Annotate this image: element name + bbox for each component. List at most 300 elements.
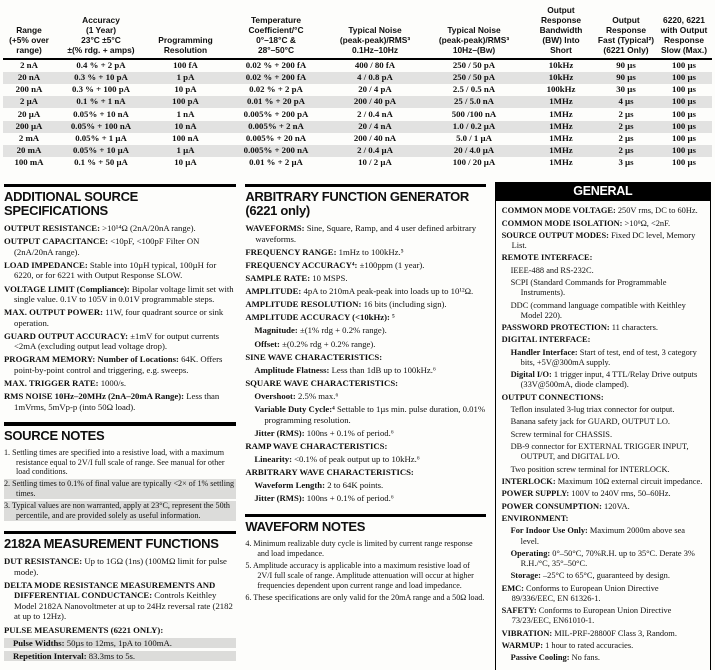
spec-label: EMC: xyxy=(501,583,524,593)
table-cell: 0.1 % + 50 µA xyxy=(74,157,128,168)
spec-item xyxy=(245,325,485,336)
column-header-line: 23°C ±5°C xyxy=(81,34,121,45)
column-header-line: Coefficient/°C xyxy=(248,24,304,35)
column-header-line: Bandwidth xyxy=(539,24,583,35)
spec-item xyxy=(245,273,485,284)
column-header-line: Typical Noise xyxy=(348,24,402,35)
spec-text: Stable into 10µH typical, 100µH for 6220, or for 6221 with Output Response SLOW. xyxy=(14,259,217,281)
column-header-line: Temperature xyxy=(250,14,302,25)
spec-item xyxy=(245,593,485,603)
spec-label: WAVEFORMS: xyxy=(245,223,305,234)
spec-item xyxy=(502,549,704,569)
spec-label: OUTPUT RESISTANCE: xyxy=(4,223,100,234)
column-header-line: 0°–18°C & xyxy=(256,34,296,45)
table-cell: 1 pA xyxy=(176,71,195,82)
table-cell: 0.005% + 20 nA xyxy=(245,133,307,144)
spec-text: Conforms to European Union Directive 73/23/EEC, EN61010-1. xyxy=(511,606,672,626)
table-cell: 2 µs xyxy=(618,108,634,119)
table-cell: 1MHz xyxy=(549,108,573,119)
spec-item xyxy=(502,629,704,639)
table-cell: 250 / 50 pA xyxy=(452,71,496,82)
column-additional-source xyxy=(4,182,236,664)
spec-item xyxy=(4,651,236,662)
table-cell: 100 mA xyxy=(14,157,44,168)
table-cell: 90 µs xyxy=(616,59,636,70)
column-header xyxy=(422,6,526,59)
spec-item xyxy=(502,584,704,604)
table-cell: 20 µA xyxy=(17,108,41,119)
spec-label: VIBRATION: xyxy=(501,628,553,638)
table-cell: 10 µA xyxy=(174,157,197,168)
spec-item xyxy=(502,393,704,403)
column-header xyxy=(328,6,422,59)
table-cell: 100 µs xyxy=(672,96,696,107)
spec-text: 4pA to 210mA peak-peak into loads up to 10¹²Ω. xyxy=(303,286,474,297)
spec-item xyxy=(502,206,704,216)
table-cell: 20 / 4 nA xyxy=(358,120,392,131)
spec-label: Waveform Length: xyxy=(254,480,326,491)
spec-text: DB-9 connector for EXTERNAL TRIGGER INPUT, OUTPUT, and DIGITAL I/O. xyxy=(510,442,689,462)
table-cell: 0.01 % + 2 µA xyxy=(249,157,303,168)
spec-item xyxy=(245,391,485,402)
column-header xyxy=(55,6,147,59)
spec-table-head-row xyxy=(3,6,712,59)
spec-label: Passive Cooling: xyxy=(510,653,570,663)
spec-label: MAX. OUTPUT POWER: xyxy=(4,307,104,318)
spec-text: ±(0.2% rdg + 0.2% range). xyxy=(282,338,376,349)
spec-label: SAMPLE RATE: xyxy=(245,273,311,283)
spec-label: SINE WAVE CHARACTERISTICS: xyxy=(245,351,383,362)
spec-item xyxy=(502,502,704,512)
spec-label: Storage: xyxy=(510,571,541,581)
spec-item xyxy=(4,260,236,281)
table-cell: 0.02 % + 2 pA xyxy=(249,84,303,95)
spec-text: 0°–50°C, 70%R.H. up to 35°C. Derate 3% R.H./°C, 35°–50°C. xyxy=(520,548,695,568)
column-general xyxy=(495,182,711,670)
spec-text: ±1mV for output currents <2mA (excluding output lead voltage drop). xyxy=(14,330,220,352)
column-header-line: Programming xyxy=(158,34,213,45)
spec-section xyxy=(4,184,236,413)
table-cell: 10 nA xyxy=(174,120,197,131)
spec-text: 2. Settling times to 0.1% of final value are typically <2× of 1% settling times. xyxy=(4,479,235,499)
spec-text: Less than 1mVrms, 5mVp-p (into 50Ω load). xyxy=(14,391,220,412)
spec-item xyxy=(502,641,704,651)
spec-label: DIGITAL INTERFACE: xyxy=(501,335,591,345)
table-cell: 1MHz xyxy=(549,157,573,168)
spec-item xyxy=(4,236,236,257)
section-title: 2182A MEASUREMENT FUNCTIONS xyxy=(4,536,219,552)
table-cell: 2.5 / 0.5 nA xyxy=(452,84,496,95)
spec-item xyxy=(245,480,485,491)
spec-text: Fixed DC level, Memory List. xyxy=(511,230,696,251)
spec-label: VOLTAGE LIMIT (Compliance): xyxy=(4,283,130,294)
table-cell: 0.005% + 200 nA xyxy=(243,145,309,156)
table-cell: 10kHz xyxy=(548,59,574,70)
column-header-line: Response xyxy=(605,24,647,35)
spec-label: POWER SUPPLY: xyxy=(501,489,570,499)
column-header xyxy=(656,6,712,59)
spec-item xyxy=(4,580,236,622)
spec-text: 1000/s. xyxy=(100,378,127,389)
table-cell: 2 / 0.4 µA xyxy=(357,145,393,156)
column-header-line: ±(% rdg. + amps) xyxy=(67,44,135,55)
spec-text: ±100ppm (1 year). xyxy=(359,259,425,270)
spec-text: 2 to 64K points. xyxy=(327,480,384,491)
spec-label: COMMON MODE ISOLATION: xyxy=(501,218,623,228)
spec-label: PASSWORD PROTECTION: xyxy=(501,323,610,333)
table-cell: 100 µs xyxy=(672,71,696,82)
table-cell: 25 / 5.0 nA xyxy=(453,96,495,107)
column-header-line: (+5% over xyxy=(9,34,49,45)
spec-label: ARBITRARY WAVE CHARACTERISTICS: xyxy=(245,467,414,478)
spec-text: 100ns + 0.1% of period.⁶ xyxy=(306,427,394,438)
spec-label: OUTPUT CAPACITANCE: xyxy=(4,236,109,247)
table-cell: 0.005% + 200 pA xyxy=(243,108,309,119)
table-cell: 100 µs xyxy=(672,108,696,119)
spec-item xyxy=(502,653,704,663)
table-cell: 0.05% + 100 nA xyxy=(70,120,132,131)
spec-item xyxy=(245,260,485,271)
spec-item xyxy=(4,354,236,375)
spec-text: 50µs to 12ms, 1pA to 100mA. xyxy=(66,637,172,648)
spec-text: IEEE-488 and RS-232C. xyxy=(510,265,594,275)
spec-text: 100V to 240V rms, 50–60Hz. xyxy=(571,489,671,499)
spec-label: AMPLITUDE ACCURACY (<10kHz): ⁵ xyxy=(245,312,395,323)
spec-text: 250V rms, DC to 60Hz. xyxy=(617,206,698,216)
table-row xyxy=(3,96,712,108)
column-header-line: (BW) Into xyxy=(542,34,580,45)
spec-label: Variable Duty Cycle:⁴ xyxy=(254,404,335,415)
spec-item xyxy=(4,307,236,328)
spec-item xyxy=(245,441,485,452)
spec-item xyxy=(245,286,485,297)
spec-text: 64K. Offers point-by-point control and triggering, e.g. sweeps. xyxy=(14,354,223,375)
table-cell: 0.01 % + 20 pA xyxy=(246,96,306,107)
spec-item xyxy=(4,479,236,499)
spec-label: AMPLITUDE: xyxy=(245,286,302,297)
spec-section xyxy=(4,422,236,520)
table-cell: 90 µs xyxy=(616,71,636,82)
table-cell: 200 nA xyxy=(15,84,43,95)
table-cell: 20 / 4 pA xyxy=(358,84,392,95)
spec-text: Start of test, end of test, 3 category bits, +5V@300mA supply. xyxy=(520,347,697,367)
spec-label: SAFETY: xyxy=(501,606,537,616)
column-header-line: Resolution xyxy=(163,44,208,55)
spec-label: Handler Interface: xyxy=(510,347,578,357)
spec-text: 100ns + 0.1% of period.⁶ xyxy=(306,493,394,504)
spec-item xyxy=(502,278,704,298)
spec-label: RMS NOISE 10Hz–20MHz (2nA–20mA Range): xyxy=(4,391,185,402)
spec-item xyxy=(4,378,236,389)
column-header-line: 28°–50°C xyxy=(257,44,295,55)
table-cell: 0.005% + 2 nA xyxy=(248,120,304,131)
spec-label: FREQUENCY RANGE: xyxy=(245,246,337,257)
table-cell: 2 µs xyxy=(618,133,634,144)
table-cell: 1.0 / 0.2 µA xyxy=(452,120,496,131)
table-cell: 30 µs xyxy=(616,84,636,95)
spec-text: <10pF, <100pF Filter ON (2nA/20nA range). xyxy=(14,236,200,257)
spec-section xyxy=(4,531,236,662)
table-row xyxy=(3,121,712,133)
spec-item xyxy=(4,331,236,352)
spec-label: ENVIRONMENT: xyxy=(501,514,569,523)
spec-item xyxy=(245,454,485,465)
spec-text: Maximum 2000m above sea level. xyxy=(520,526,686,546)
spec-item xyxy=(502,430,704,440)
table-cell: 0.05% + 10 µA xyxy=(72,145,130,156)
spec-label: DELTA MODE RESISTANCE MEASUREMENTS AND DIFFERENTIAL CONDUCTANCE: xyxy=(4,579,216,601)
spec-text: 1 hour to rated accuracies. xyxy=(545,641,634,651)
spec-item xyxy=(245,561,485,590)
spec-item xyxy=(502,348,704,368)
table-cell: 0.1 % + 1 nA xyxy=(76,96,126,107)
spec-table-body xyxy=(3,59,712,170)
spec-text: DDC (command language compatible with Keithley Model 220). xyxy=(510,300,686,320)
spec-label: OUTPUT CONNECTIONS: xyxy=(501,392,604,402)
table-cell: 3 µs xyxy=(618,157,634,168)
section-rule xyxy=(4,422,236,426)
table-cell: 0.05% + 10 nA xyxy=(73,108,129,119)
spec-columns xyxy=(3,182,712,670)
spec-text: SCPI (Standard Commands for Programmable Instruments). xyxy=(510,278,667,298)
column-header-line: Slow (Max.) xyxy=(660,44,708,55)
spec-section xyxy=(245,514,485,603)
column-header-line: Response xyxy=(663,34,705,45)
spec-table-head xyxy=(3,6,712,59)
table-cell: 4 / 0.8 pA xyxy=(357,71,393,82)
column-header-line: 10Hz–(Bw) xyxy=(452,44,496,55)
spec-text: 1. Settling times are specified into a resistive load, with a maximum resistance equal to 2V/I full scale of range. See manual for other load conditions. xyxy=(4,447,225,477)
table-row xyxy=(3,72,712,84)
spec-label: Repetition Interval: xyxy=(13,650,87,661)
table-row xyxy=(3,108,712,120)
column-header-line: (peak-peak)/RMS³ xyxy=(339,34,411,45)
spec-text: MIL-PRF-28800F Class 3, Random. xyxy=(554,628,677,638)
spec-item xyxy=(502,526,704,546)
spec-label: INTERLOCK: xyxy=(501,476,556,486)
spec-text: 2.5% max.⁶ xyxy=(298,390,339,401)
column-header-line: Range xyxy=(16,24,42,35)
spec-text: No fans. xyxy=(571,653,600,663)
spec-item xyxy=(502,477,704,487)
spec-label: COMMON MODE VOLTAGE: xyxy=(501,206,616,216)
spec-text: >10⁹Ω, <2nF. xyxy=(624,218,671,228)
spec-item xyxy=(245,352,485,363)
spec-text: Teflon insulated 3-lug triax connector for output. xyxy=(510,405,675,415)
section-title: WAVEFORM NOTES xyxy=(245,519,366,535)
spec-item xyxy=(245,247,485,258)
spec-item xyxy=(245,312,485,323)
spec-section xyxy=(496,183,710,670)
spec-label: Offset: xyxy=(254,338,280,349)
spec-item xyxy=(502,323,704,333)
spec-label: Operating: xyxy=(510,548,551,558)
spec-item xyxy=(245,223,485,244)
table-cell: 100 pA xyxy=(172,96,199,107)
spec-label: AMPLITUDE RESOLUTION: xyxy=(245,299,362,310)
table-cell: 0.3 % + 100 pA xyxy=(71,84,131,95)
table-row xyxy=(3,145,712,157)
table-cell: 1MHz xyxy=(549,96,573,107)
spec-label: RAMP WAVE CHARACTERISTICS: xyxy=(245,440,388,451)
spec-text: 4. Minimum realizable duty cycle is limited by current range response and load impedance. xyxy=(245,539,473,559)
table-cell: 2 µA xyxy=(19,96,39,107)
spec-item xyxy=(502,231,704,251)
column-header-line: Accuracy xyxy=(82,14,120,25)
spec-item xyxy=(245,539,485,559)
table-cell: 200 / 40 pA xyxy=(353,96,397,107)
spec-item xyxy=(502,301,704,321)
spec-section xyxy=(245,184,485,504)
table-cell: 2 nA xyxy=(20,59,38,70)
table-cell: 100 nA xyxy=(172,133,199,144)
spec-text: Maximum 10Ω external circuit impedance. xyxy=(557,476,703,486)
table-cell: 100 µs xyxy=(672,120,696,131)
spec-item xyxy=(4,625,236,636)
spec-item xyxy=(502,253,704,263)
table-cell: 100kHz xyxy=(546,84,576,95)
spec-item xyxy=(502,405,704,415)
table-cell: 100 µs xyxy=(672,145,696,156)
spec-item xyxy=(502,442,704,462)
spec-text: Banana safety jack for GUARD, OUTPUT LO. xyxy=(510,417,671,427)
section-rule xyxy=(4,184,236,188)
spec-text: Settable to 1µs min. pulse duration, 0.01% programming resolution. xyxy=(264,404,486,425)
column-header-line: (1 Year) xyxy=(85,24,117,35)
column-header-line: Output xyxy=(612,14,640,25)
column-header-line: Fast (Typical²) xyxy=(597,34,655,45)
column-header xyxy=(526,6,596,59)
spec-item xyxy=(502,514,704,524)
spec-label: MAX. TRIGGER RATE: xyxy=(4,378,99,389)
spec-label: WARMUP: xyxy=(501,641,544,651)
column-header xyxy=(147,6,224,59)
spec-label: Pulse Widths: xyxy=(13,637,65,648)
spec-text: 1mHz to 100kHz.⁵ xyxy=(338,246,404,257)
section-title: ARBITRARY FUNCTION GENERATOR (6221 only) xyxy=(245,189,470,219)
spec-label: Digital I/O: xyxy=(510,370,552,380)
spec-label: SOURCE OUTPUT MODES: xyxy=(501,230,609,240)
spec-label: GUARD OUTPUT ACCURACY: xyxy=(4,330,129,341)
spec-item xyxy=(4,501,236,521)
table-cell: 100 µs xyxy=(672,84,696,95)
spec-text: 16 bits (including sign). xyxy=(363,299,447,310)
spec-label: SQUARE WAVE CHARACTERISTICS: xyxy=(245,377,399,388)
spec-item xyxy=(245,339,485,350)
table-cell: 1 µA xyxy=(176,145,195,156)
spec-text: Up to 1GΩ (1ns) (100MΩ limit for pulse mode). xyxy=(14,556,227,577)
table-cell: 100 µs xyxy=(672,157,696,168)
spec-text: Controls Keithley Model 2182A Nanovoltmeter at up to 24Hz reversal rate (2182 at up to 12Hz). xyxy=(14,590,233,622)
spec-item xyxy=(4,391,236,412)
table-cell: 2 µs xyxy=(618,120,634,131)
column-header xyxy=(3,6,55,59)
spec-label: PULSE MEASUREMENTS (6221 ONLY): xyxy=(4,624,164,635)
table-cell: 0.05% + 1 µA xyxy=(75,133,127,144)
column-header-line: (peak-peak)/RMS³ xyxy=(438,34,510,45)
spec-item xyxy=(502,489,704,499)
table-cell: 4 µs xyxy=(618,96,634,107)
spec-text: 3. Typical values are non warranted, apply at 23°C, represent the 50th percentile, and are provided solely as useful information. xyxy=(4,501,230,520)
spec-item xyxy=(4,638,236,649)
spec-text: Two position screw terminal for INTERLOCK. xyxy=(510,464,670,474)
section-rule xyxy=(245,514,485,518)
spec-label: Linearity: xyxy=(254,453,292,464)
table-cell: 1 nA xyxy=(176,108,195,119)
column-header-line: with Output xyxy=(660,24,708,35)
spec-item xyxy=(4,448,236,477)
table-cell: 5.0 / 1 µA xyxy=(456,133,492,144)
table-cell: 2 µs xyxy=(618,145,634,156)
table-cell: 20 / 4.0 µA xyxy=(453,145,495,156)
spec-text: Bipolar voltage limit set with single value. 0.1V to 105V in 0.01V programmable steps. xyxy=(14,283,234,305)
spec-label: Overshoot: xyxy=(254,390,296,401)
spec-label: Amplitude Flatness: xyxy=(254,364,330,375)
spec-text: –25°C to 65°C, guaranteed by design. xyxy=(542,571,670,581)
table-cell: 0.02 % + 200 fA xyxy=(245,71,307,82)
spec-text: 120VA. xyxy=(604,501,630,511)
section-title: GENERAL xyxy=(496,183,710,202)
spec-item xyxy=(502,417,704,427)
section-rule xyxy=(4,531,236,535)
table-cell: 100 fA xyxy=(173,59,198,70)
section-rule xyxy=(245,184,485,188)
table-cell: 200 µA xyxy=(15,120,43,131)
table-cell: 500 /100 nA xyxy=(451,108,497,119)
spec-text: >10¹⁴Ω (2nA/20nA range). xyxy=(102,223,196,234)
spec-text: 11 characters. xyxy=(611,323,658,333)
source-spec-table xyxy=(3,6,712,170)
spec-item xyxy=(502,335,704,345)
table-cell: 100 µs xyxy=(672,133,696,144)
spec-label: Jitter (RMS): xyxy=(254,493,305,504)
spec-item xyxy=(502,266,704,276)
table-cell: 200 / 40 nA xyxy=(353,133,397,144)
spec-text: 83.3ms to 5s. xyxy=(88,650,136,661)
column-header-line: 6220, 6221 xyxy=(663,14,705,25)
table-row xyxy=(3,59,712,72)
table-cell: 1MHz xyxy=(549,120,573,131)
spec-text: 1 trigger input, 4 TTL/Relay Drive outputs (33V@500mA, diode clamped). xyxy=(520,370,698,390)
spec-item xyxy=(4,556,236,577)
spec-item xyxy=(502,465,704,475)
spec-label: Jitter (RMS): xyxy=(254,427,305,438)
spec-item xyxy=(245,493,485,504)
table-cell: 400 / 80 fA xyxy=(354,59,396,70)
spec-text: 11W, four quadrant source or sink operation. xyxy=(14,307,224,328)
table-cell: 0.02 % + 200 fA xyxy=(245,59,307,70)
column-header-line: (6221 Only) xyxy=(603,44,649,55)
column-header-line: 0.1Hz–10Hz xyxy=(351,44,399,55)
spec-label: Magnitude: xyxy=(254,325,298,336)
spec-text: Screw terminal for CHASSIS. xyxy=(510,429,613,439)
spec-text: Conforms to European Union Directive 89/336/EEC, EN 61326-1. xyxy=(511,583,659,603)
spec-label: REMOTE INTERFACE: xyxy=(501,253,593,263)
spec-item xyxy=(502,606,704,626)
table-cell: 0.4 % + 2 pA xyxy=(76,59,126,70)
column-header-line: Output xyxy=(547,5,575,15)
table-cell: 20 nA xyxy=(17,71,41,82)
table-cell: 2 mA xyxy=(18,133,40,144)
column-header-line: Typical Noise xyxy=(447,24,501,35)
spec-item xyxy=(245,428,485,439)
spec-text: 6. These specifications are only valid for the 20mA range and a 50Ω load. xyxy=(245,592,485,602)
spec-item xyxy=(4,284,236,305)
table-cell: 100 µs xyxy=(672,59,696,70)
spec-item xyxy=(245,378,485,389)
spec-text: Sine, Square, Ramp, and 4 user defined arbitrary waveforms. xyxy=(255,223,477,244)
spec-label: DUT RESISTANCE: xyxy=(4,556,83,567)
